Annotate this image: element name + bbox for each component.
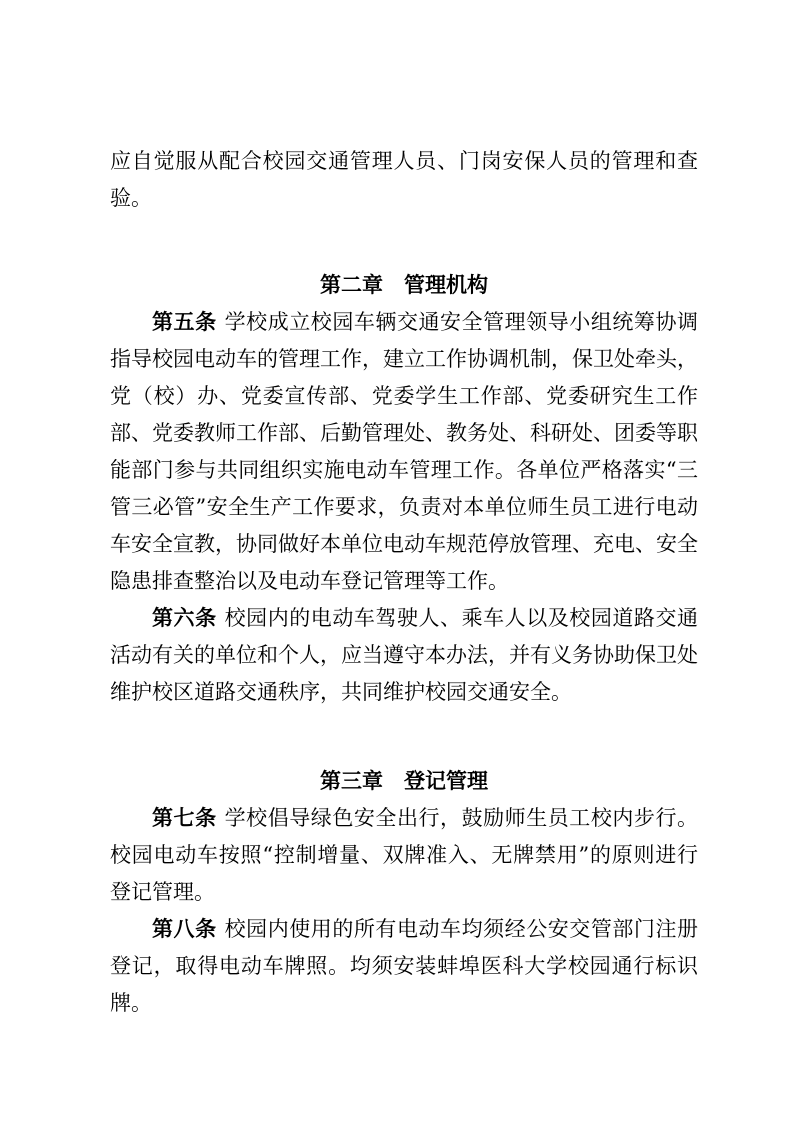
article-8 <box>110 911 698 1022</box>
article-label: 第八条 <box>152 917 217 941</box>
chapter-heading-2 <box>110 267 698 304</box>
continuation-paragraph: 应自觉服从配合校园交通管理人员、门岗安保人员的管理和查验。 <box>110 149 698 210</box>
chapter-title: 登记管理 <box>404 769 488 793</box>
article-text: 学校成立校园车辆交通安全管理领导小组统筹协调指导校园电动车的管理工作，建立工作协调机制，保卫处牵头，党（校）办、党委宣传部、党委学生工作部、党委研究生工作部、党委教师工作部、后勤管理处、教务处、科研处、团委等职能部门参与共同组织实施电动车管理工作。各单位严格落实“三管三必管”安全生产工作要求，负责对本单位师生员工进行电动车安全宣教，协同做好本单位电动车规范停放管理、充电、安全隐患排查整治以及电动车登记管理等工作。 <box>110 310 698 593</box>
article-text: 校园内的电动车驾驶人、乘车人以及校园道路交通活动有关的单位和个人，应当遵守本办法，并有义务协助保卫处维护校区道路交通秩序，共同维护校园交通安全。 <box>110 606 698 704</box>
article-label: 第七条 <box>152 806 217 830</box>
document-page <box>110 143 698 1022</box>
chapter-number: 第二章 <box>320 273 383 297</box>
chapter-heading-3 <box>110 763 698 800</box>
section-spacer <box>110 711 698 763</box>
article-5 <box>110 304 698 600</box>
article-label: 第五条 <box>152 310 217 334</box>
article-6 <box>110 600 698 711</box>
chapter-title: 管理机构 <box>404 273 488 297</box>
section-spacer <box>110 217 698 267</box>
article-text: 校园内使用的所有电动车均须经公安交管部门注册登记，取得电动车牌照。均须安装蚌埠医科大学校园通行标识牌。 <box>110 917 698 1015</box>
article-label: 第六条 <box>152 606 217 630</box>
article-text: 学校倡导绿色安全出行，鼓励师生员工校内步行。校园电动车按照“控制增量、双牌准入、无牌禁用”的原则进行登记管理。 <box>110 806 698 904</box>
chapter-number: 第三章 <box>320 769 383 793</box>
article-7 <box>110 800 698 911</box>
